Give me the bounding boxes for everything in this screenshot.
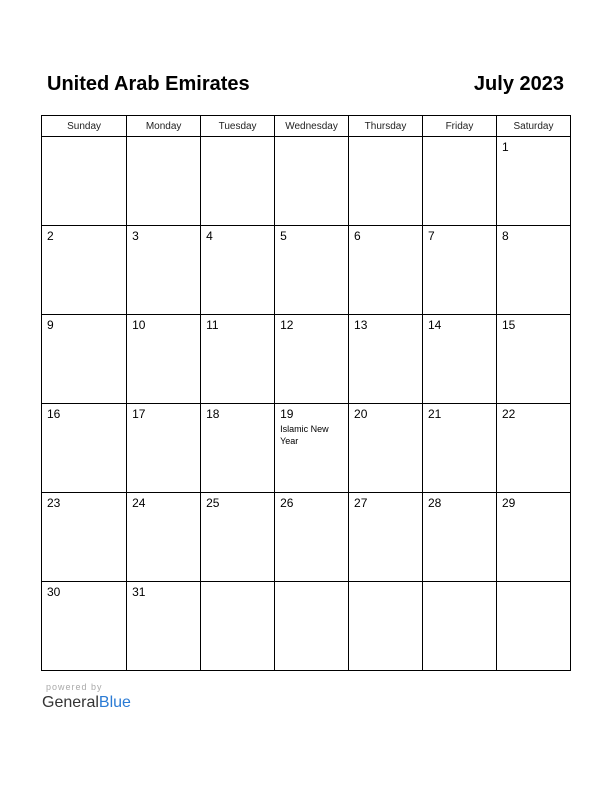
day-number: 5 (280, 229, 287, 243)
week-row (42, 582, 571, 671)
calendar-month-title: July 2023 (473, 73, 564, 95)
calendar-country-title: United Arab Emirates (47, 73, 250, 95)
day-number: 30 (47, 585, 61, 599)
day-cell (423, 226, 497, 315)
day-cell (349, 582, 423, 671)
day-number (497, 582, 570, 585)
day-cell (275, 582, 349, 671)
day-cell (201, 493, 275, 582)
day-number: 31 (132, 585, 146, 599)
weekday-header-row (42, 116, 571, 137)
day-number (349, 137, 422, 140)
day-cell (127, 315, 201, 404)
day-cell (127, 137, 201, 226)
day-cell (127, 582, 201, 671)
day-number (201, 582, 274, 585)
day-cell (349, 137, 423, 226)
day-cell (349, 315, 423, 404)
day-number (423, 137, 496, 140)
day-number: 20 (354, 407, 368, 421)
day-cell (201, 404, 275, 493)
day-cell (423, 582, 497, 671)
day-cell (423, 493, 497, 582)
day-cell (201, 226, 275, 315)
day-cell (127, 226, 201, 315)
weekday-header: Friday (423, 116, 497, 137)
powered-by-label: powered by (46, 682, 103, 692)
day-cell (201, 137, 275, 226)
day-number (201, 137, 274, 140)
brand-general-text: General (42, 694, 99, 711)
weekday-header: Tuesday (201, 116, 275, 137)
day-cell (349, 404, 423, 493)
day-number: 17 (132, 407, 146, 421)
week-row (42, 404, 571, 493)
day-number: 9 (47, 318, 54, 332)
day-cell (275, 315, 349, 404)
weekday-header: Monday (127, 116, 201, 137)
day-cell (42, 137, 127, 226)
day-number: 21 (428, 407, 442, 421)
day-number: 24 (132, 496, 146, 510)
day-number (42, 137, 126, 140)
day-number: 13 (354, 318, 368, 332)
day-cell (127, 493, 201, 582)
weekday-header: Sunday (42, 116, 127, 137)
day-cell (42, 226, 127, 315)
day-number: 29 (501, 496, 516, 510)
day-cell (275, 404, 349, 493)
day-number: 27 (354, 496, 368, 510)
day-cell (496, 226, 570, 315)
weekday-header: Saturday (496, 116, 570, 137)
day-cell (496, 493, 570, 582)
day-number: 6 (354, 229, 361, 243)
day-number: 10 (132, 318, 146, 332)
day-number: 4 (206, 229, 213, 243)
week-row (42, 137, 571, 226)
weekday-header: Wednesday (275, 116, 349, 137)
day-number (275, 137, 348, 140)
day-cell (275, 226, 349, 315)
week-row (42, 226, 571, 315)
week-row (42, 315, 571, 404)
day-number: 3 (132, 229, 139, 243)
day-number: 26 (280, 496, 294, 510)
day-cell (349, 493, 423, 582)
week-row (42, 493, 571, 582)
day-number: 1 (501, 140, 509, 154)
day-cell (349, 226, 423, 315)
day-number: 16 (47, 407, 61, 421)
day-number: 19 (280, 407, 294, 421)
day-number: 22 (501, 407, 516, 421)
day-number: 8 (501, 229, 509, 243)
generalblue-logo[interactable] (42, 694, 131, 712)
day-number (349, 582, 422, 585)
day-number: 2 (47, 229, 54, 243)
day-number: 14 (428, 318, 442, 332)
day-cell (42, 493, 127, 582)
day-cell (496, 404, 570, 493)
day-cell (423, 404, 497, 493)
day-cell (423, 137, 497, 226)
day-number (423, 582, 496, 585)
brand-blue-text: Blue (98, 694, 131, 711)
holiday-label: Islamic New Year (280, 424, 329, 446)
day-cell (275, 137, 349, 226)
day-number: 11 (206, 318, 219, 332)
day-cell (496, 315, 570, 404)
day-number (127, 137, 200, 140)
day-number: 18 (206, 407, 220, 421)
day-cell (42, 404, 127, 493)
day-number: 12 (280, 318, 294, 332)
day-cell (127, 404, 201, 493)
day-cell (42, 315, 127, 404)
day-number: 28 (428, 496, 442, 510)
day-number: 25 (206, 496, 220, 510)
day-cell (275, 493, 349, 582)
day-cell (423, 315, 497, 404)
day-number: 7 (428, 229, 435, 243)
day-number: 15 (501, 318, 516, 332)
day-cell (496, 137, 570, 226)
day-cell (201, 582, 275, 671)
day-number (275, 582, 348, 585)
day-cell (496, 582, 570, 671)
weekday-header: Thursday (349, 116, 423, 137)
day-number: 23 (47, 496, 61, 510)
calendar-grid (41, 115, 571, 671)
day-cell (201, 315, 275, 404)
day-cell (42, 582, 127, 671)
